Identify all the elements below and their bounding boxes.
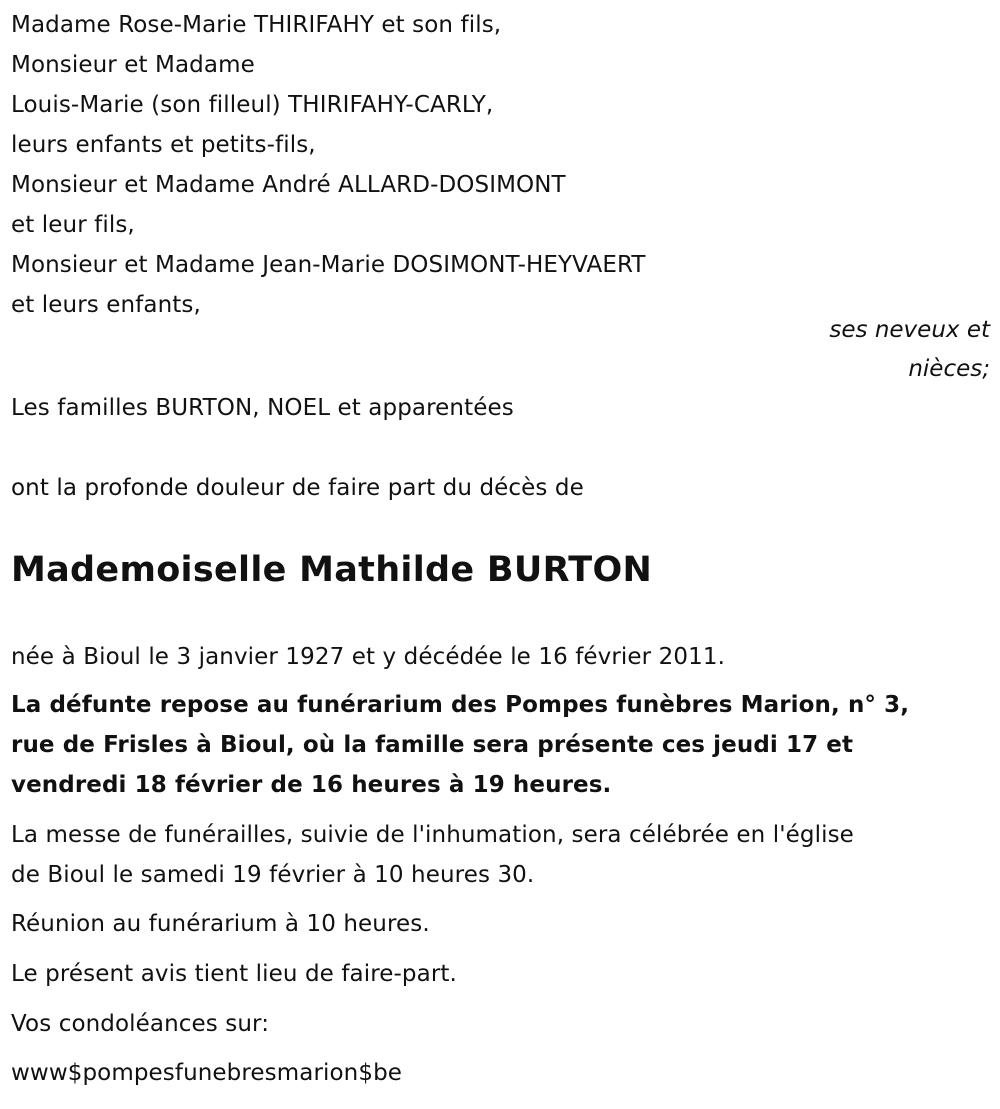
family-line-2: Monsieur et Madame — [11, 52, 255, 78]
family-line-1: Madame Rose-Marie THIRIFAHY et son fils, — [11, 12, 502, 38]
deceased-name: Mademoiselle Mathilde BURTON — [11, 550, 653, 590]
relation-line-1: ses neveux et — [829, 317, 990, 343]
family-line-7: Monsieur et Madame Jean-Marie DOSIMONT-HEYVAERT — [11, 252, 646, 278]
family-line-4: leurs enfants et petits-fils, — [11, 132, 316, 158]
relation-line-2: nièces; — [908, 356, 990, 382]
mass-line-2: de Bioul le samedi 19 février à 10 heures 30. — [11, 862, 535, 888]
mass-line-1: La messe de funérailles, suivie de l'inhumation, sera célébrée en l'église — [11, 822, 854, 848]
condolences-label: Vos condoléances sur: — [11, 1011, 270, 1037]
family-line-3: Louis-Marie (son filleul) THIRIFAHY-CARLY, — [11, 92, 494, 118]
funerarium-line-1: La défunte repose au funérarium des Pompes funèbres Marion, n° 3, — [11, 692, 910, 718]
family-line-8: et leurs enfants, — [11, 292, 201, 318]
condolences-website[interactable] — [11, 1058, 402, 1088]
family-line-5: Monsieur et Madame André ALLARD-DOSIMONT — [11, 172, 566, 198]
family-line-6: et leur fils, — [11, 212, 135, 238]
meeting-info: Réunion au funérarium à 10 heures. — [11, 911, 430, 937]
funerarium-line-2: rue de Frisles à Bioul, où la famille sera présente ces jeudi 17 et — [11, 732, 854, 758]
notice-text: Le présent avis tient lieu de faire-part. — [11, 961, 457, 987]
website-link[interactable]: www$pompesfunebresmarion$be — [11, 1060, 403, 1086]
announcement-text: ont la profonde douleur de faire part du décès de — [11, 475, 584, 501]
funerarium-line-3: vendredi 18 février de 16 heures à 19 heures. — [11, 772, 612, 798]
other-families: Les familles BURTON, NOEL et apparentées — [11, 395, 514, 421]
birth-death-info: née à Bioul le 3 janvier 1927 et y décédée le 16 février 2011. — [11, 644, 725, 670]
